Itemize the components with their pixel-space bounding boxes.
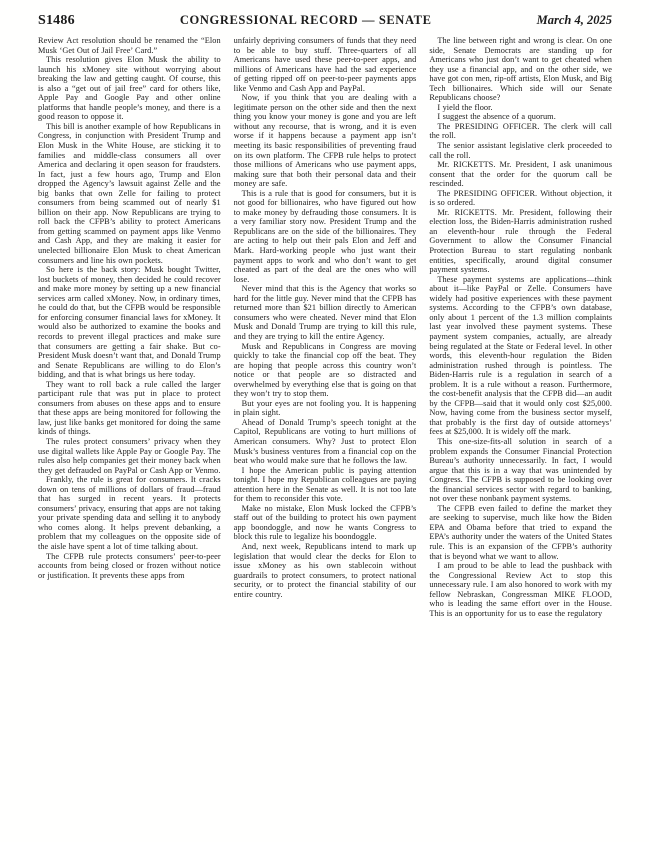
paragraph: I suggest the absence of a quorum. [437, 112, 556, 122]
paragraph: The rules protect consumers’ privacy when they use digital wallets like Apple Pay or Google Pay. The rules also help companies get their money back when they get defrauded on PayPal or Cash App or Venmo. [38, 436, 221, 475]
paragraph: I hope the American public is paying attention tonight. I hope my Republican colleagues are paying attention here in the Senate as well. It is not too late for them to reconsider this vote. [233, 465, 417, 504]
paragraph: The CFPB even failed to define the market they are seeking to supervise, much like how the Biden EPA and Obama before that tried to expand the EPA’s authority under the waters of the United States rule. This is an expansion of the CFPB’s authority that is beyond what we want to allow. [429, 503, 612, 561]
page-header [38, 13, 612, 29]
paragraph: Review Act resolution should be renamed the “Elon Musk ‘Get Out of Jail Free’ Card.” [38, 36, 221, 55]
paragraph: The senior assistant legislative clerk proceeded to call the roll. [429, 141, 612, 160]
paragraph: I yield the floor. [437, 102, 493, 112]
text-column-left [38, 36, 221, 788]
paragraph: The line between right and wrong is clear. On one side, Senate Democrats are standing up for Americans who just don’t want to get cheated when they use a financial app, and on the other side, we have got con men, rip-off artists, Elon Musk, and Big Tech billionaires. Which side will our Senate Republicans choose? [429, 36, 612, 103]
paragraph: And, next week, Republicans intend to mark up legislation that would clear the decks for Elon to issue xMoney as his own stablecoin without guardrails to protect consumers, to protect national security, or to protect the financial stability of our entire country. [233, 541, 417, 599]
paragraph: They want to roll back a rule called the larger participant rule that was put in place to protect consumers from abuses on these apps and to ensure that these apps are being monitored for following the law, just like banks get monitored for doing the same kinds of things. [38, 379, 221, 437]
paragraph: These payment systems are applications—think about it—like PayPal or Zelle. Consumers have widely had positive experiences with these payment systems. According to the CFPB’s own database, only about 1 percent of the 1.3 million complaints last year involved these payment systems. These payment system companies, actually, are already being regulated at the State or Federal level. In other words, this eleventh-hour regulation the Biden administration rushed through is pointless. The Biden-Harris rule is a regulation in search of a problem. It is a rule without a reason. Furthermore, the cost-benefit analysis that the CFPB did—an audit by the CFPB—said that it would only cost $25,000. Now, having come from the business sector myself, that probably is the first day of outside attorneys’ fees at $25,000. It is widely off the mark. [429, 274, 612, 437]
paragraph: I am proud to be able to lead the pushback with the Congressional Review Act to stop this unnecessary rule. I am also honored to work with my fellow Nebraskan, Congressman MIKE FLOOD, who is leading the same effort over in the House. This is an opportunity for us to ease the regulatory [429, 561, 612, 618]
paragraph: The CFPB rule protects consumers’ peer-to-peer accounts from being closed or frozen without notice or justification. It prevents these apps from [38, 551, 221, 580]
paragraph: Frankly, the rule is great for consumers. It cracks down on tens of millions of dollars of fraud—fraud that has surged in recent years. It protects consumers’ privacy, ensuring that apps are not taking your private spending data and selling it to anybody who comes along. It helps prevent debanking, a problem that my colleagues on the opposite side of the aisle have spent a lot of time talking about. [38, 475, 221, 551]
paragraph: Musk and Republicans in Congress are moving quickly to take the financial cop off the beat. They are hoping that people across this country won’t notice or that people are so distracted and overwhelmed by everything else that is going on that they won’t try to stop them. [233, 341, 417, 399]
paragraph: This bill is another example of how Republicans in Congress, in conjunction with President Trump and Elon Musk in the White House, are sticking it to families and middle-class consumers all over America and declaring it open season for fraudsters. In fact, just a few hours ago, Trump and Elon dropped the Agency’s lawsuit against Zelle and the big banks that own Zelle for failing to protect consumers from being scammed out of nearly $1 billion on their app. Now Republicans are trying to roll back the CFPB’s ability to protect Americans from getting scammed on payment apps like Venmo and Cash App, and they are making it easier for unelected billionaire Elon Musk to cheat American consumers and line his own pockets. [38, 121, 221, 265]
text-columns [38, 36, 612, 788]
text-column-middle [234, 36, 417, 788]
paragraph: The PRESIDING OFFICER. Without objection, it is so ordered. [429, 188, 612, 208]
paragraph: Mr. RICKETTS. Mr. President, I ask unanimous consent that the order for the quorum call be rescinded. [429, 160, 612, 189]
paragraph: This one-size-fits-all solution in search of a problem expands the Consumer Financial Protection Bureau’s authority unnecessarily. In fact, I would argue that this is in a way that was unintended by Congress. The CFPB is supposed to be looking over the financial services sector with regard to banking, not over these nonbank payment systems. [429, 436, 612, 504]
paragraph: Ahead of Donald Trump’s speech tonight at the Capitol, Republicans are voting to hurt millions of American consumers. Why? Just to protect Elon Musk’s business ventures from a financial cop on the beat who would make sure that he follows the law. [233, 417, 417, 466]
paragraph: Now, if you think that you are dealing with a legitimate person on the other side and then the next thing you know your money is gone and you are left without any recourse, that is wrong, and it is even worse if it happens because a payment app isn’t meeting its basic responsibilities of preventing fraud on its own platform. The CFPB rule helps to protect those millions of Americans who use payment apps, making sure that both their personal data and their money are safe. [233, 93, 417, 189]
paragraph: So here is the back story: Musk bought Twitter, lost buckets of money, then decided he could recover and make more money by setting up a new financial services arm called xMoney. Now, in ordinary times, he could do that, but the CFPB would be responsible for enforcing consumer financial laws for xMoney. It would also be authorized to examine the books and records to prevent illegal practices and make sure that consumers are getting a fair shake. But co-President Musk doesn’t want that, and Donald Trump and Senate Republicans are willing to do Elon’s bidding, and that is what brings us here today. [38, 265, 221, 380]
text-column-right [429, 36, 612, 788]
paragraph: This is a rule that is good for consumers, but it is not good for billionaires, who have figured out how to make money by defrauding those consumers. It is a very familiar story now. President Trump and the Republicans are on the side of the billionaires. They are acting to help out their pals Elon and Jeff and Mark. Hard-working people who just want their payment apps to work and who don’t want to get cheated as part of the deal are the ones who will lose. [233, 188, 417, 284]
paragraph: But your eyes are not fooling you. It is happening in plain sight. [233, 398, 417, 418]
paragraph: This resolution gives Elon Musk the ability to launch his xMoney site without worrying about breaking the law and getting caught. Of course, this is also a “get out of jail free” card for others like, Apple Pay and Google Pay and other online platforms that handle people’s money, and there is a good reason to oppose it. [38, 55, 221, 122]
page-number: S1486 [38, 13, 75, 28]
paragraph: Never mind that this is the Agency that works so hard for the little guy. Never mind that the CFPB has returned more than $21 billion directly to American consumers who were cheated. Never mind that Elon Musk and Donald Trump are trying to kill this rule, and they are trying to kill the entire Agency. [233, 284, 417, 341]
paragraph: Make no mistake, Elon Musk locked the CFPB’s staff out of the building to protect his own payment app boondoggle, and now he wants Congress to block this rule to legalize his boondoggle. [233, 503, 417, 542]
header-date: March 4, 2025 [536, 13, 612, 27]
header-title: CONGRESSIONAL RECORD — SENATE [179, 13, 432, 27]
paragraph: unfairly depriving consumers of funds that they need to be able to buy stuff. Three-quarters of all Americans have used these peer-to-peer apps, and millions of Americans have had the sad experience of getting ripped off on peer-to-peer payments apps like Venmo and Cash App and PayPal. [233, 36, 417, 93]
paragraph: The PRESIDING OFFICER. The clerk will call the roll. [429, 121, 612, 141]
paragraph: Mr. RICKETTS. Mr. President, following their election loss, the Biden-Harris administration rushed an eleventh-hour rule through the Federal Government to allow the Consumer Financial Protection Bureau to start regulating nonbank entities, specifically, around digital consumer payment systems. [429, 207, 612, 275]
